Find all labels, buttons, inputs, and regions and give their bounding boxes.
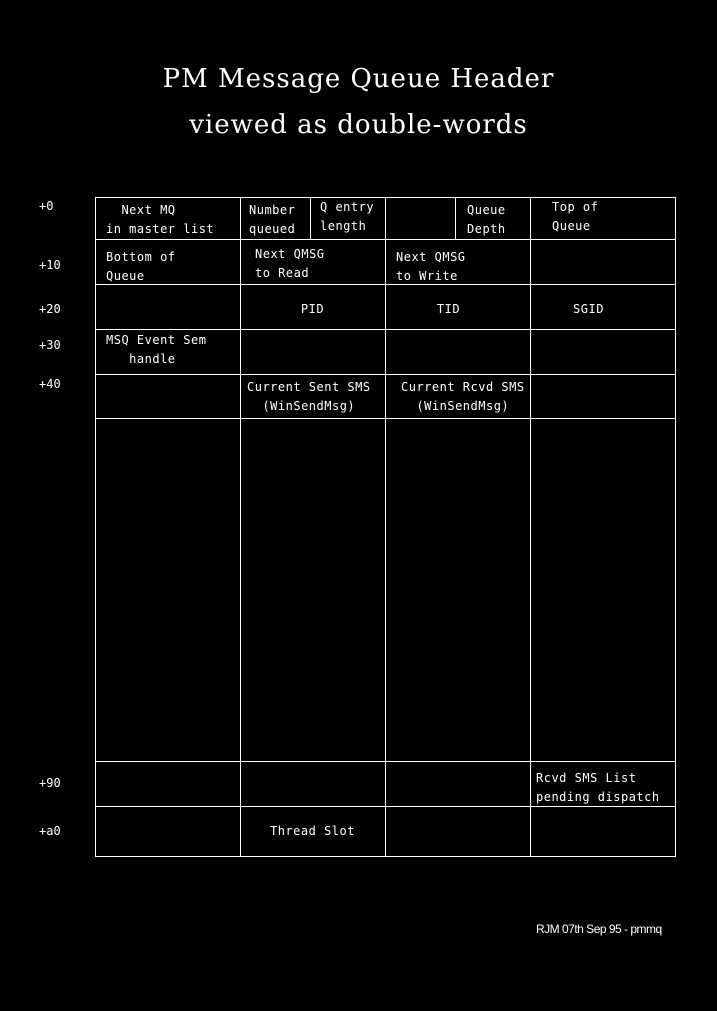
- column-line: [240, 197, 241, 857]
- diagram-title-line1: PM Message Queue Header: [162, 64, 555, 94]
- offset-label: +30: [39, 338, 61, 352]
- word-split-line: [455, 197, 456, 239]
- cell-number-queued: Number queued: [249, 203, 296, 236]
- cell-q-entry-length: Q entry length: [320, 200, 375, 233]
- cell-pid: PID: [300, 302, 325, 316]
- offset-label: +a0: [39, 824, 61, 838]
- offset-label: +90: [39, 776, 61, 790]
- offset-label: +10: [39, 258, 61, 272]
- cell-next-qmsg-write: Next QMSG to Write: [396, 250, 466, 283]
- column-line: [530, 197, 531, 857]
- cell-sgid: SGID: [573, 302, 604, 316]
- cell-queue-depth: Queue Depth: [467, 203, 506, 236]
- cell-bottom-of-queue: Bottom of Queue: [106, 250, 176, 283]
- cell-top-of-queue: Top of Queue: [552, 200, 599, 233]
- cell-current-sent-sms: Current Sent SMS (WinSendMsg): [247, 380, 371, 413]
- cell-rcvd-sms-list: Rcvd SMS List pending dispatch: [536, 771, 660, 804]
- cell-next-mq: Next MQ in master list: [106, 203, 215, 236]
- cell-tid: TID: [436, 302, 461, 316]
- offset-label: +20: [39, 302, 61, 316]
- cell-msq-event-sem: MSQ Event Sem handle: [106, 333, 207, 366]
- column-line: [675, 197, 676, 857]
- word-split-line: [310, 197, 311, 239]
- cell-thread-slot: Thread Slot: [270, 824, 355, 838]
- footer-credit: RJM 07th Sep 95 - pmmq: [536, 922, 662, 936]
- cell-current-rcvd-sms: Current Rcvd SMS (WinSendMsg): [401, 380, 525, 413]
- diagram-title-line2: viewed as double-words: [189, 110, 528, 140]
- column-line: [385, 197, 386, 857]
- cell-next-qmsg-read: Next QMSG to Read: [255, 247, 325, 280]
- offset-label: +40: [39, 377, 61, 391]
- offset-label: +0: [39, 199, 54, 213]
- column-line: [95, 197, 96, 857]
